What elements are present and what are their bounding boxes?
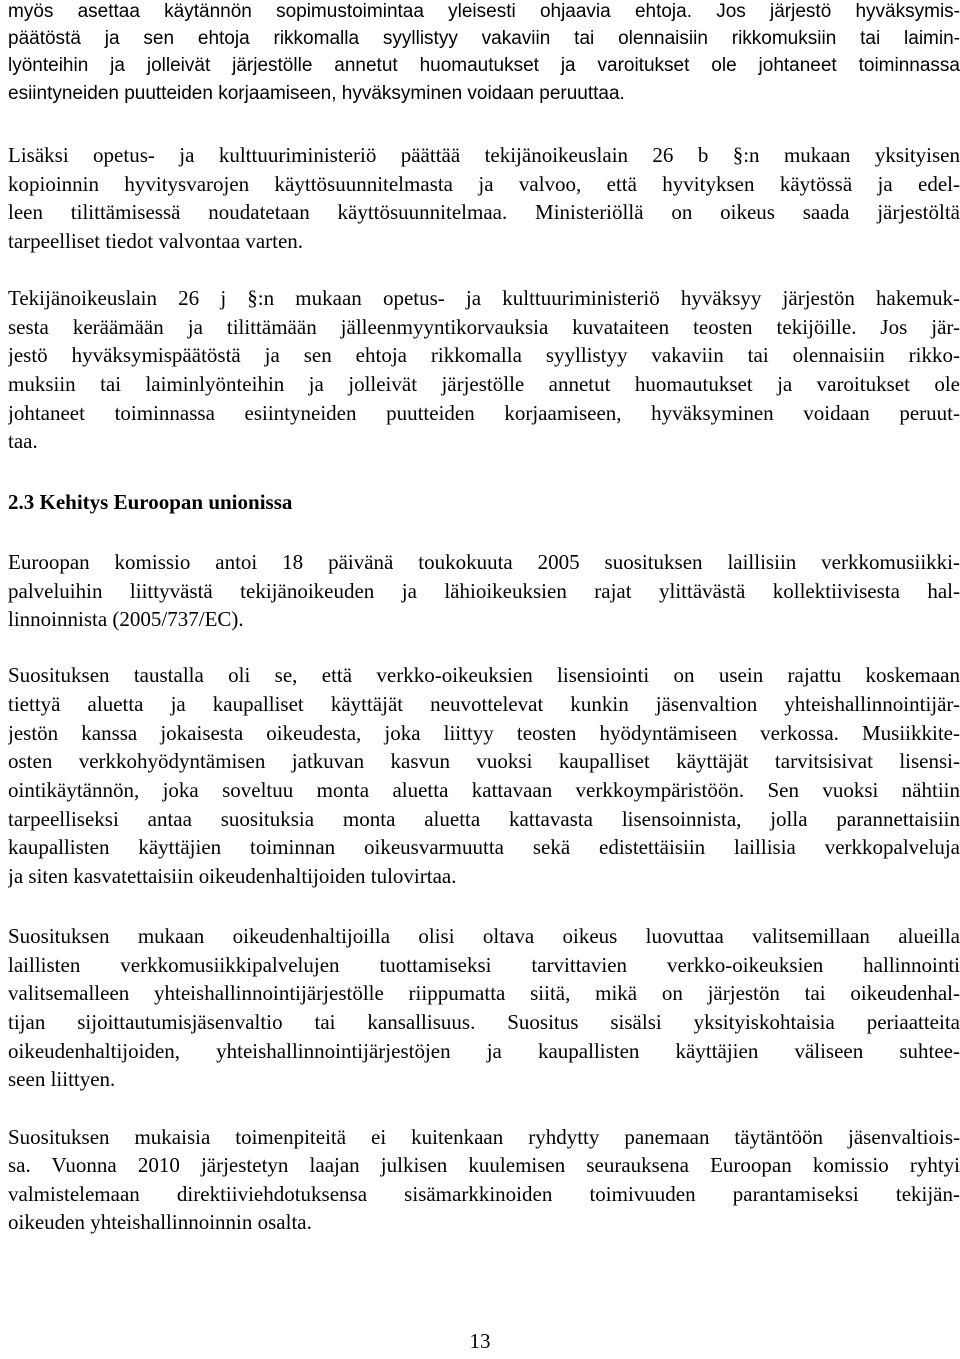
paragraph-5-line: tijan sijoittautumisjäsenvaltio tai kansallisuus. Suositus sisälsi yksityiskohtaisia periaatteita [8, 1010, 960, 1034]
paragraph-2-line: taa. [8, 429, 38, 453]
paragraph-6-line: sa. Vuonna 2010 järjestetyn laajan julkisen kuulemisen seurauksena Euroopan komissio ryhtyi [8, 1153, 960, 1177]
paragraph-4-line: jestön kanssa jokaisesta oikeudesta, joka liittyy teosten hyödyntämiseen verkossa. Musiikkite- [8, 721, 960, 745]
paragraph-4-line: ja siten kasvatettaisiin oikeudenhaltijoiden tulovirtaa. [8, 864, 457, 888]
paragraph-2-line: sesta keräämään ja tilittämään jälleenmyyntikorvauksia kuvataiteen teosten tekijöille. Jos jär- [8, 315, 960, 339]
paragraph-3-line: Euroopan komissio antoi 18 päivänä toukokuuta 2005 suosituksen laillisiin verkkomusiikki- [8, 550, 960, 574]
intro-line: lyönteihin ja jolleivät järjestölle annetut huomautukset ja varoitukset ole johtaneet toiminnassa [8, 55, 960, 76]
paragraph-6-line: valmistelemaan direktiiviehdotuksensa sisämarkkinoiden toimivuuden parantamiseksi tekijän- [8, 1182, 960, 1206]
paragraph-6-line: Suosituksen mukaisia toimenpiteitä ei kuitenkaan ryhdytty panemaan täytäntöön jäsenvaltiois- [8, 1125, 960, 1149]
paragraph-3-line: palveluihin liittyvästä tekijänoikeuden ja lähioikeuksien rajat ylittävästä kollektiivisesta hal- [8, 579, 960, 603]
page-number: 13 [469, 1329, 491, 1353]
paragraph-2-line: Tekijänoikeuslain 26 j §:n mukaan opetus- ja kulttuuriministeriö hyväksyy järjestön hakemuk- [8, 286, 960, 310]
paragraph-1-line: Lisäksi opetus- ja kulttuuriministeriö päättää tekijänoikeuslain 26 b §:n mukaan yksityisen [8, 143, 960, 167]
paragraph-4-line: Suosituksen taustalla oli se, että verkko-oikeuksien lisensiointi on usein rajattu koskemaan [8, 663, 960, 687]
paragraph-5-line: seen liittyen. [8, 1067, 116, 1091]
intro-line: myös asettaa käytännön sopimustoimintaa yleisesti ohjaavia ehtoja. Jos järjestö hyväksymis- [8, 1, 960, 22]
paragraph-1-line: tarpeelliset tiedot valvontaa varten. [8, 229, 304, 253]
paragraph-4-line: ointikäytännön, joka soveltuu monta aluetta kattavaan verkkoympäristöön. Sen vuoksi nähtiin [8, 778, 960, 802]
paragraph-6-line: oikeuden yhteishallinnoinnin osalta. [8, 1210, 312, 1234]
section-heading: 2.3 Kehitys Euroopan unionissa [8, 490, 293, 514]
paragraph-4-line: tiettyä aluetta ja kaupalliset käyttäjät neuvottelevat kunkin jäsenvaltion yhteishallinnointijär- [8, 692, 960, 716]
paragraph-2-line: muksiin tai laiminlyönteihin ja jolleivät järjestölle annetut huomautukset ja varoitukset ole [8, 372, 960, 396]
intro-line: päätöstä ja sen ehtoja rikkomalla syyllistyy vakaviin tai olennaisiin rikkomuksiin tai laimin- [8, 28, 960, 49]
paragraph-4-line: kaupallisten käyttäjien toiminnan oikeusvarmuutta sekä edistettäisiin laillisia verkkopalveluja [8, 835, 960, 859]
paragraph-2-line: johtaneet toiminnassa esiintyneiden puutteiden korjaamiseen, hyväksyminen voidaan peruut- [8, 401, 960, 425]
paragraph-2-line: jestö hyväksymispäätöstä ja sen ehtoja rikkomalla syyllistyy vakaviin tai olennaisiin rikko- [8, 343, 960, 367]
intro-line: esiintyneiden puutteiden korjaamiseen, hyväksyminen voidaan peruuttaa. [8, 83, 625, 104]
paragraph-1-line: leen tilittämisessä noudatetaan käyttösuunnitelmaa. Ministeriöllä on oikeus saada järjestöltä [8, 200, 960, 224]
paragraph-3-line: linnoinnista (2005/737/EC). [8, 607, 244, 631]
paragraph-5-line: valitsemalleen yhteishallinnointijärjestölle riippumatta siitä, mikä on järjestön tai oikeudenhal- [8, 981, 960, 1005]
paragraph-5-line: Suosituksen mukaan oikeudenhaltijoilla olisi oltava oikeus luovuttaa valitsemillaan alueilla [8, 924, 960, 948]
paragraph-4-line: tarpeelliseksi antaa suosituksia monta aluetta kattavasta lisensoinnista, jolla parannettaisiin [8, 807, 960, 831]
paragraph-5-line: laillisten verkkomusiikkipalvelujen tuottamiseksi tarvittavien verkko-oikeuksien hallinnointi [8, 953, 960, 977]
paragraph-4-line: osten verkkohyödyntämisen jatkuvan kasvun vuoksi kaupalliset käyttäjät tarvitsisivat lisensi- [8, 749, 960, 773]
paragraph-5-line: oikeudenhaltijoiden, yhteishallinnointijärjestöjen ja kaupallisten käyttäjien väliseen suhtee- [8, 1039, 960, 1063]
paragraph-1-line: kopioinnin hyvitysvarojen käyttösuunnitelmasta ja valvoo, että hyvityksen käytössä ja edel- [8, 172, 960, 196]
